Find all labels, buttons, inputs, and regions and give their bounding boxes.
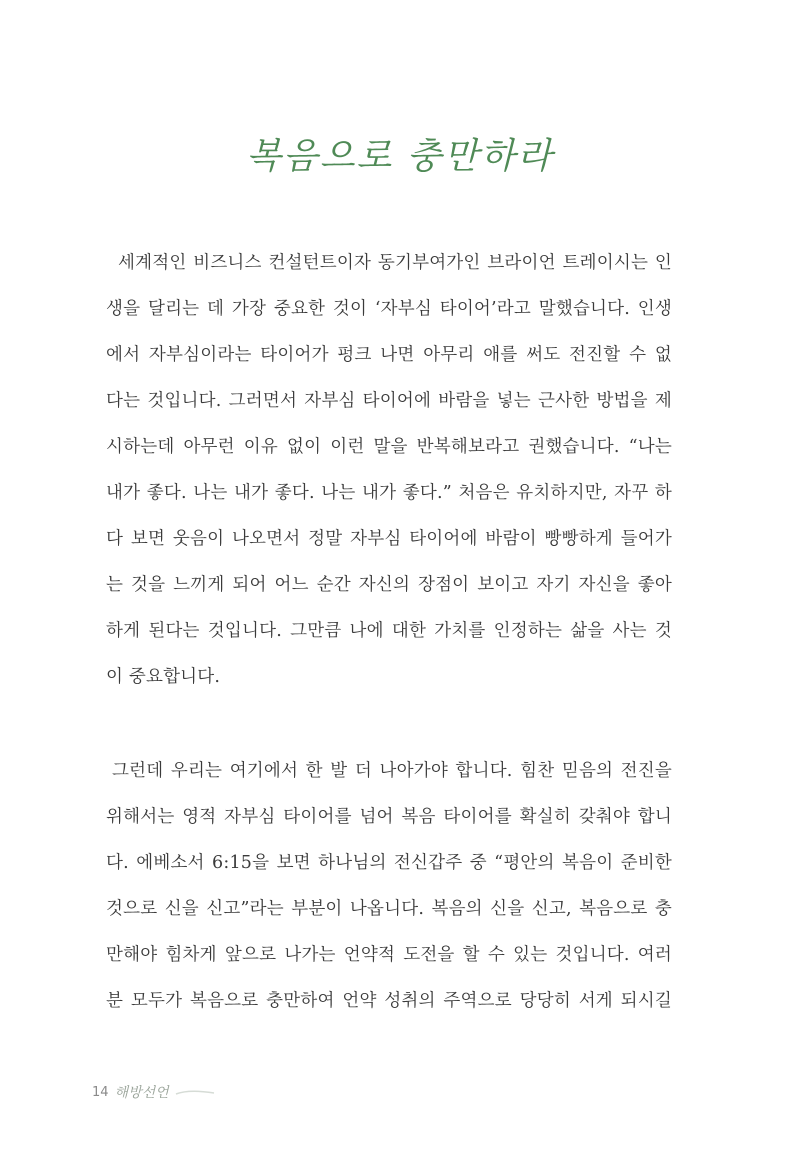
text-line: 시하는데 아무런 이유 없이 이런 말을 반복해보라고 권했습니다. “나는 bbox=[106, 437, 672, 457]
text-line: 다. 에베소서 6:15을 보면 하나님의 전신갑주 중 “평안의 복음이 준비한 bbox=[106, 853, 672, 873]
text-line: 그런데 우리는 여기에서 한 발 더 나아가야 합니다. 힘찬 믿음의 전진을 bbox=[112, 761, 672, 781]
text-line: 에서 자부심이라는 타이어가 펑크 나면 아무리 애를 써도 전진할 수 없 bbox=[106, 345, 672, 365]
text-line: 만해야 힘차게 앞으로 나가는 언약적 도전을 할 수 있는 것입니다. 여러 bbox=[106, 945, 672, 965]
text-line: 하게 된다는 것입니다. 그만큼 나에 대한 가치를 인정하는 삶을 사는 것 bbox=[106, 621, 672, 641]
text-line: 세계적인 비즈니스 컨설턴트이자 동기부여가인 브라이언 트레이시는 인 bbox=[118, 253, 672, 273]
text-line: 이 중요합니다. bbox=[106, 667, 221, 687]
swoosh-icon bbox=[175, 1087, 215, 1097]
page-number: 14 bbox=[92, 1084, 109, 1100]
text-line: 분 모두가 복음으로 충만하여 언약 성취의 주역으로 당당히 서게 되시길 bbox=[106, 991, 672, 1011]
text-line: 것으로 신을 신고”라는 부분이 나옵니다. 복음의 신을 신고, 복음으로 충 bbox=[106, 899, 672, 919]
page-footer bbox=[92, 1082, 215, 1102]
text-line: 는 것을 느끼게 되어 어느 순간 자신의 장점이 보이고 자기 자신을 좋아 bbox=[106, 575, 672, 595]
paragraph-2 bbox=[106, 748, 672, 1024]
paragraph-1 bbox=[106, 240, 672, 700]
text-line: 다 보면 웃음이 나오면서 정말 자부심 타이어에 바람이 빵빵하게 들어가 bbox=[106, 529, 672, 549]
text-line: 위해서는 영적 자부심 타이어를 넘어 복음 타이어를 확실히 갖춰야 합니 bbox=[106, 807, 672, 827]
book-title: 해방선언 bbox=[114, 1085, 169, 1101]
text-line: 내가 좋다. 나는 내가 좋다. 나는 내가 좋다.” 처음은 유치하지만, 자꾸 하 bbox=[106, 483, 672, 503]
text-line: 생을 달리는 데 가장 중요한 것이 ‘자부심 타이어’라고 말했습니다. 인생 bbox=[106, 299, 672, 319]
chapter-title: 복음으로 충만하라 bbox=[246, 136, 554, 177]
text-line: 다는 것입니다. 그러면서 자부심 타이어에 바람을 넣는 근사한 방법을 제 bbox=[106, 391, 672, 411]
